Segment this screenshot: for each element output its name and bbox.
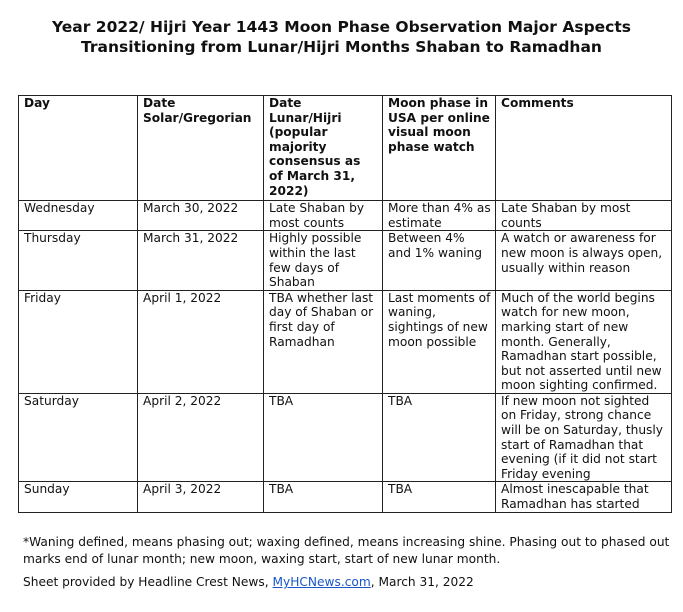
cell-moon-phase: Between 4% and 1% waning [383, 231, 496, 290]
cell-date-lunar: TBA [264, 482, 383, 512]
table-row [19, 482, 672, 512]
credit-prefix: Sheet provided by Headline Crest News, [23, 575, 273, 589]
cell-moon-phase: More than 4% as estimate [383, 201, 496, 231]
cell-day: Saturday [19, 393, 138, 482]
cell-date-solar: March 31, 2022 [138, 231, 264, 290]
cell-date-solar: April 3, 2022 [138, 482, 264, 512]
header-date-solar: Date Solar/Gregorian [138, 96, 264, 201]
cell-comments: Much of the world begins watch for new moon, marking start of new month. Generally, Ramadhan start possible, but not asserted until new moon sighting confirmed. [496, 290, 672, 393]
cell-date-solar: April 2, 2022 [138, 393, 264, 482]
cell-date-lunar: Late Shaban by most counts [264, 201, 383, 231]
title-line-2: Transitioning from Lunar/Hijri Months Shaban to Ramadhan [81, 38, 602, 56]
cell-comments: A watch or awareness for new moon is always open, usually within reason [496, 231, 672, 290]
cell-comments: Late Shaban by most counts [496, 201, 672, 231]
cell-date-lunar: TBA whether last day of Shaban or first day of Ramadhan [264, 290, 383, 393]
cell-day: Sunday [19, 482, 138, 512]
cell-date-solar: April 1, 2022 [138, 290, 264, 393]
credit-line [23, 574, 678, 590]
cell-day: Thursday [19, 231, 138, 290]
moon-phase-table [18, 95, 672, 513]
website-link[interactable]: MyHCNews.com [272, 575, 371, 589]
cell-day: Friday [19, 290, 138, 393]
cell-comments: If new moon not sighted on Friday, strong chance will be on Saturday, thusly start of Ramadhan that evening (if it did not start Friday evening [496, 393, 672, 482]
cell-moon-phase: TBA [383, 482, 496, 512]
header-day: Day [19, 96, 138, 201]
table-row [19, 393, 672, 482]
cell-moon-phase: Last moments of waning, sightings of new moon possible [383, 290, 496, 393]
cell-moon-phase: TBA [383, 393, 496, 482]
table-row [19, 201, 672, 231]
cell-date-lunar: Highly possible within the last few days of Shaban [264, 231, 383, 290]
title-line-1: Year 2022/ Hijri Year 1443 Moon Phase Observation Major Aspects [51, 18, 631, 36]
header-comments: Comments [496, 96, 672, 201]
cell-date-solar: March 30, 2022 [138, 201, 264, 231]
header-date-lunar: Date Lunar/Hijri (popular majority consensus as of March 31, 2022) [264, 96, 383, 201]
footnote: *Waning defined, means phasing out; waxing defined, means increasing shine. Phasing out to phased out marks end of lunar month; new moon, waxing start, start of new lunar month. [23, 535, 670, 566]
table-header-row [19, 96, 672, 201]
cell-date-lunar: TBA [264, 393, 383, 482]
header-moon-phase: Moon phase in USA per online visual moon phase watch [383, 96, 496, 201]
table-row [19, 290, 672, 393]
document-title [0, 17, 683, 57]
table-row [19, 231, 672, 290]
cell-comments: Almost inescapable that Ramadhan has started [496, 482, 672, 512]
credit-suffix: , March 31, 2022 [370, 575, 474, 589]
cell-day: Wednesday [19, 201, 138, 231]
